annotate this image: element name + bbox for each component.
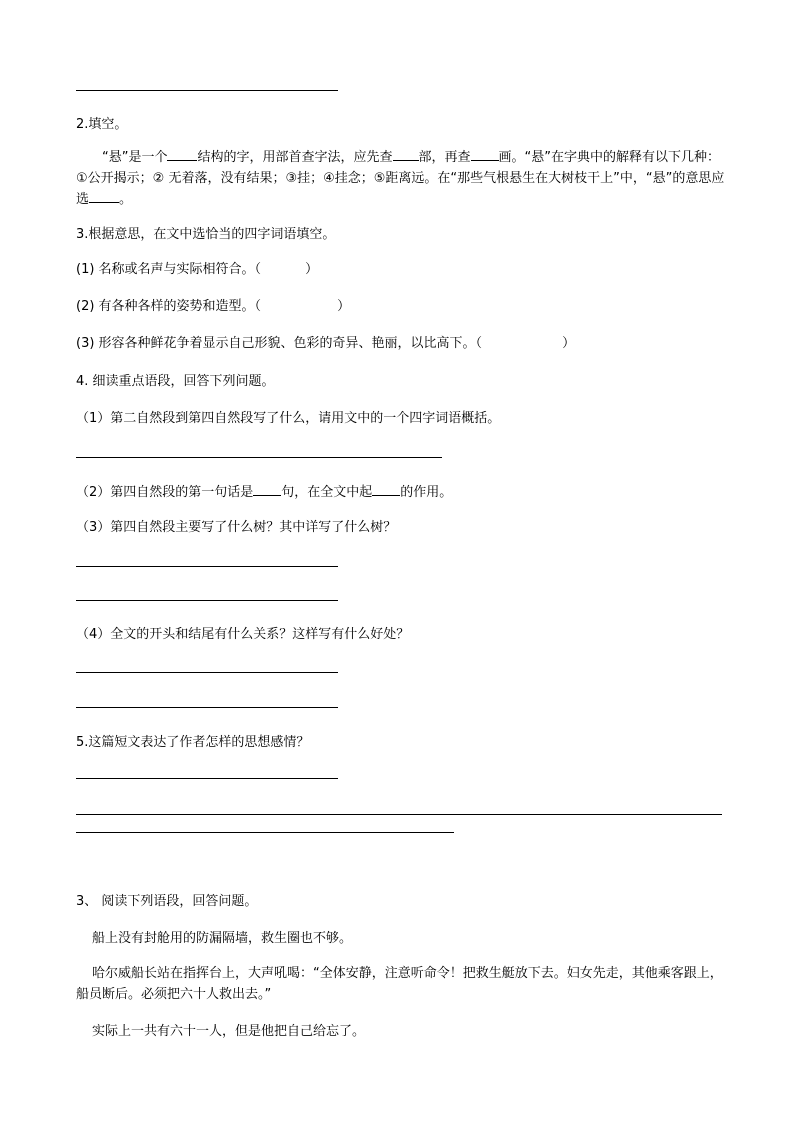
answer-line-top[interactable] — [76, 90, 338, 91]
q2-text-3: 部，再查 — [418, 150, 471, 165]
q4-sub-2-blank-type[interactable] — [253, 482, 281, 496]
q5-answer-line-2[interactable] — [76, 814, 722, 815]
q2-text-1: “悬”是一个 — [102, 150, 168, 165]
q4-sub-2-text-a: （2）第四自然段的第一句话是 — [76, 485, 254, 500]
q4-sub-2-text-b: 句，在全文中起 — [281, 485, 373, 500]
q3-item-1-label: (1) 名称或名声与实际相符合。（ — [76, 262, 262, 277]
q4-sub-1-answer-line[interactable] — [76, 457, 442, 458]
q4-sub-4-answer-line-2[interactable] — [76, 707, 338, 708]
section3-paragraph-2: 哈尔威船长站在指挥台上，大声吼喝：“全体安静，注意听命令！把救生艇放下去。妇女先走，其他乘客跟上，船员断后。必须把六十人救出去。” — [76, 966, 723, 1002]
q3-item-1 — [76, 258, 318, 277]
q3-item-2-label: (2) 有各种各样的姿势和造型。（ — [76, 299, 262, 314]
section3-paragraph-1: 船上没有封舱用的防漏隔墙，救生圈也不够。 — [92, 931, 353, 946]
q2-blank-meaning[interactable] — [89, 189, 119, 203]
q2-heading: 2.填空。 — [76, 117, 128, 132]
q4-sub-4-answer-line-1[interactable] — [76, 672, 338, 673]
q5-answer-line-3[interactable] — [76, 832, 454, 833]
q5-answer-line-1[interactable] — [76, 778, 338, 779]
q2-blank-structure[interactable] — [167, 147, 197, 161]
q4-sub-2-blank-function[interactable] — [372, 482, 400, 496]
q4-sub-1: （1）第二自然段到第四自然段写了什么，请用文中的一个四字词语概括。 — [76, 411, 501, 426]
section3-paragraph-3: 实际上一共有六十一人，但是他把自己给忘了。 — [92, 1024, 366, 1039]
q5-heading: 5.这篇短文表达了作者怎样的思想感情？ — [76, 735, 310, 750]
q4-heading: 4. 细读重点语段，回答下列问题。 — [76, 374, 275, 389]
q3-item-3-close: ） — [562, 336, 576, 351]
q2-text-4: 画。“悬”在字典中的解释有以下几种：①公开揭示；② 无着落，没有结果；③挂；④挂念；⑤距离远。在“那些气根悬生在大树枝干上”中，“悬”的意思应选 — [76, 150, 725, 207]
q2-paragraph — [76, 147, 726, 210]
q3-heading: 3.根据意思，在文中选恰当的四字词语填空。 — [76, 227, 336, 242]
q4-sub-3: （3）第四自然段主要写了什么树？其中详写了什么树？ — [76, 520, 397, 535]
q4-sub-3-answer-line-1[interactable] — [76, 566, 338, 567]
q2-blank-strokes[interactable] — [471, 147, 499, 161]
q3-item-2 — [76, 295, 350, 314]
q3-item-2-close: ） — [337, 299, 351, 314]
q4-sub-3-answer-line-2[interactable] — [76, 600, 338, 601]
q4-sub-4: （4）全文的开头和结尾有什么关系？这样写有什么好处？ — [76, 627, 410, 642]
q4-sub-2 — [76, 481, 452, 500]
q2-text-5: 。 — [119, 192, 133, 207]
q2-text-2: 结构的字，用部首查字法，应先查 — [197, 150, 393, 165]
q4-sub-2-text-c: 的作用。 — [400, 485, 453, 500]
q3-item-3-label: (3) 形容各种鲜花争着显示自己形貌、色彩的奇异、艳丽，以比高下。（ — [76, 336, 483, 351]
q3-item-3 — [76, 332, 575, 351]
section3-heading: 3、 阅读下列语段，回答问题。 — [76, 894, 258, 909]
q2-blank-radical[interactable] — [393, 147, 419, 161]
q3-item-1-close: ） — [305, 262, 319, 277]
